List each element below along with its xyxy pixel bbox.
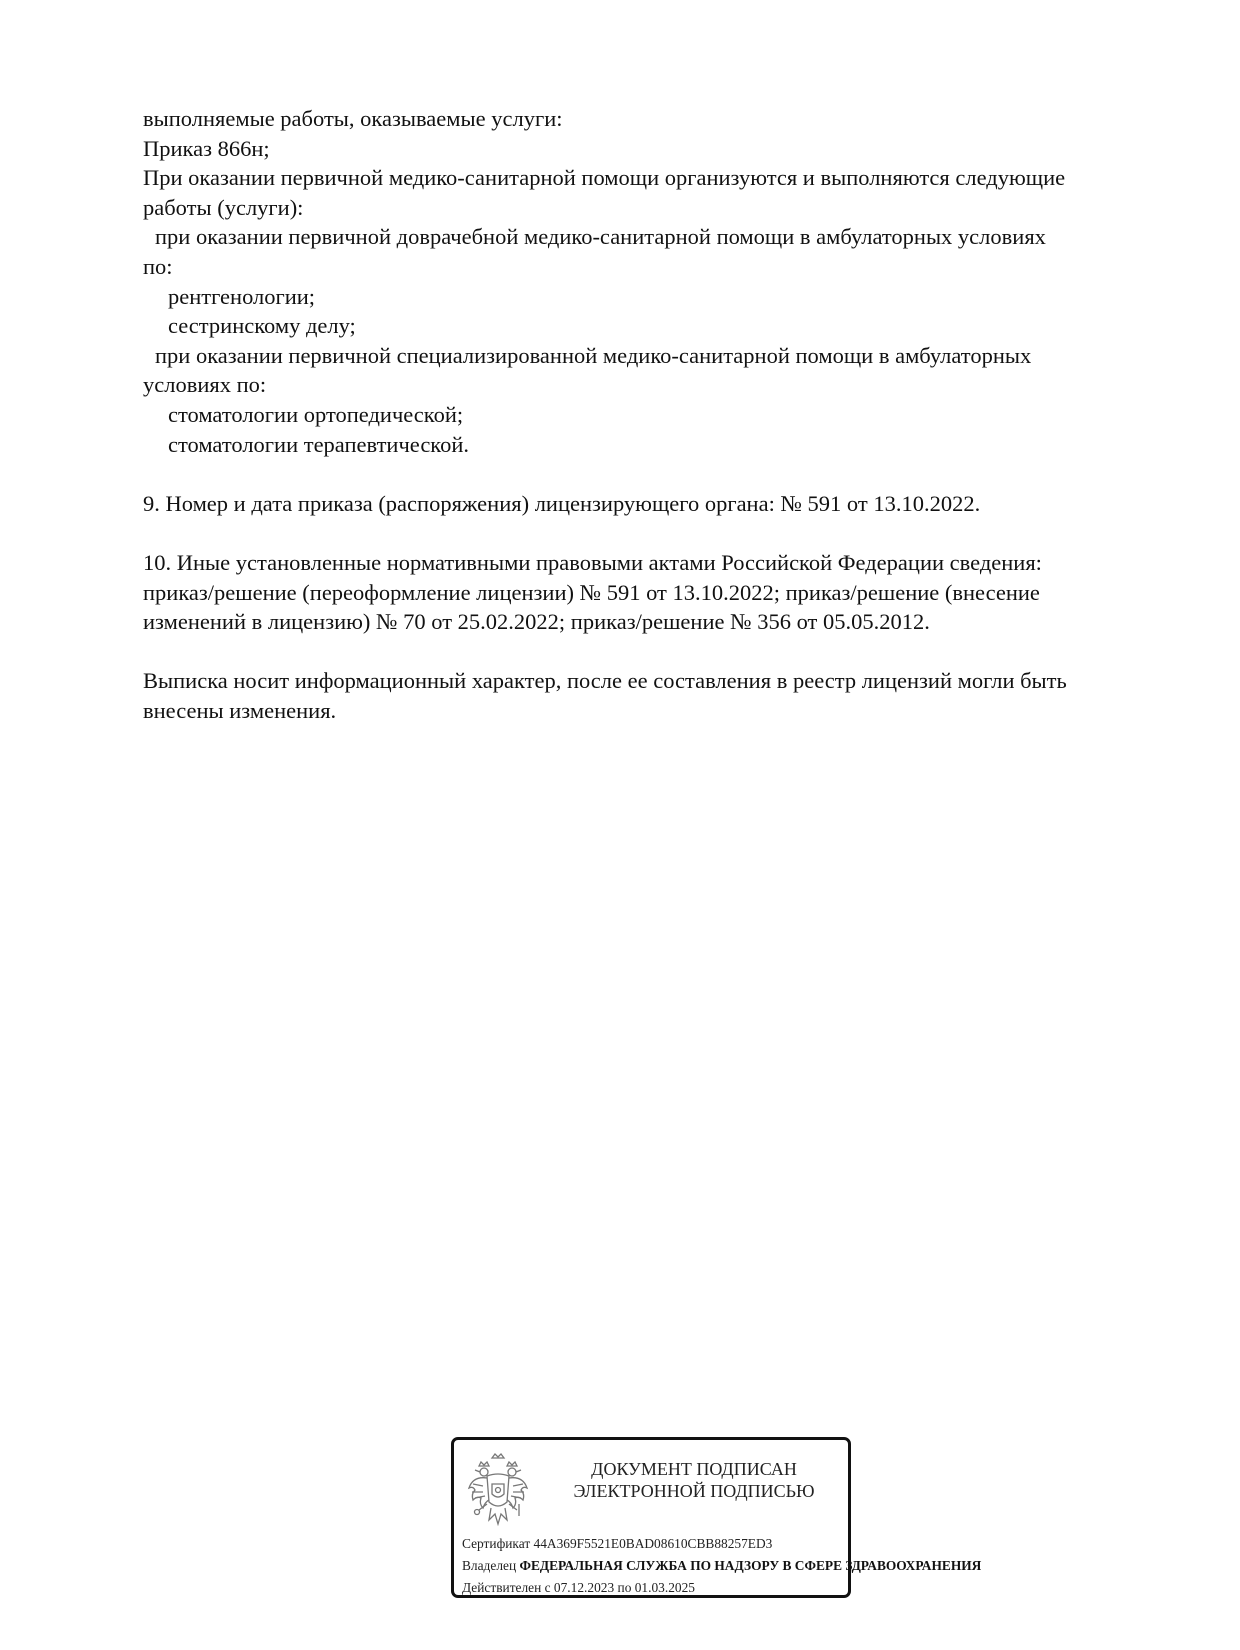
note-line: Выписка носит информационный характер, после ее составления в реестр лицензий могли быть [143, 668, 1067, 694]
note-line: внесены изменения. [143, 697, 337, 723]
item-10-line: 10. Иные установленные нормативными правовыми актами Российской Федерации сведения: [143, 549, 1042, 575]
text-line: При оказании первичной медико-санитарной помощи организуются и выполняются следующие [143, 165, 1066, 191]
certificate-line [462, 1536, 772, 1552]
certificate-value: 44A369F5521E0BAD08610CBB88257ED3 [533, 1536, 773, 1551]
text-line: стоматологии ортопедической; [168, 401, 464, 427]
paragraph-gap [143, 637, 1143, 667]
owner-line [462, 1558, 981, 1574]
paragraph-gap [143, 518, 1143, 548]
validity-line: Действителен с 07.12.2023 по 01.03.2025 [462, 1580, 695, 1595]
text-line: работы (услуги): [143, 194, 304, 220]
item-10-line: приказ/решение (переоформление лицензии) № 591 от 13.10.2022; приказ/решение (внесение [143, 579, 1040, 605]
text-line: стоматологии терапевтической. [168, 431, 470, 457]
paragraph-gap [143, 459, 1143, 489]
stamp-title-line: ЭЛЕКТРОННОЙ ПОДПИСЬЮ [573, 1481, 815, 1501]
owner-label: Владелец [462, 1558, 517, 1573]
electronic-signature-stamp [451, 1437, 982, 1598]
text-line: условиях по: [143, 372, 267, 398]
russian-coat-of-arms-icon [465, 1452, 531, 1530]
certificate-label: Сертификат [462, 1536, 531, 1551]
text-line: рентгенологии; [168, 283, 316, 309]
item-10-line: изменений в лицензию) № 70 от 25.02.2022; приказ/решение № 356 от 05.05.2012. [143, 609, 930, 635]
stamp-title-line: ДОКУМЕНТ ПОДПИСАН [591, 1459, 797, 1479]
document-body [143, 104, 1143, 725]
owner-value: ФЕДЕРАЛЬНАЯ СЛУЖБА ПО НАДЗОРУ В СФЕРЕ ЗДРАВООХРАНЕНИЯ [519, 1558, 982, 1573]
text-line: сестринскому делу; [168, 313, 356, 339]
item-9: 9. Номер и дата приказа (распоряжения) лицензирующего органа: № 591 от 13.10.2022. [143, 490, 981, 516]
text-line: Приказ 866н; [143, 135, 270, 161]
text-line: выполняемые работы, оказываемые услуги: [143, 106, 563, 131]
stamp-title [554, 1458, 834, 1502]
text-line: по: [143, 253, 173, 279]
text-line: при оказании первичной специализированной медико-санитарной помощи в амбулаторных [155, 342, 1032, 368]
text-line: при оказании первичной доврачебной медико-санитарной помощи в амбулаторных условиях [155, 224, 1046, 250]
